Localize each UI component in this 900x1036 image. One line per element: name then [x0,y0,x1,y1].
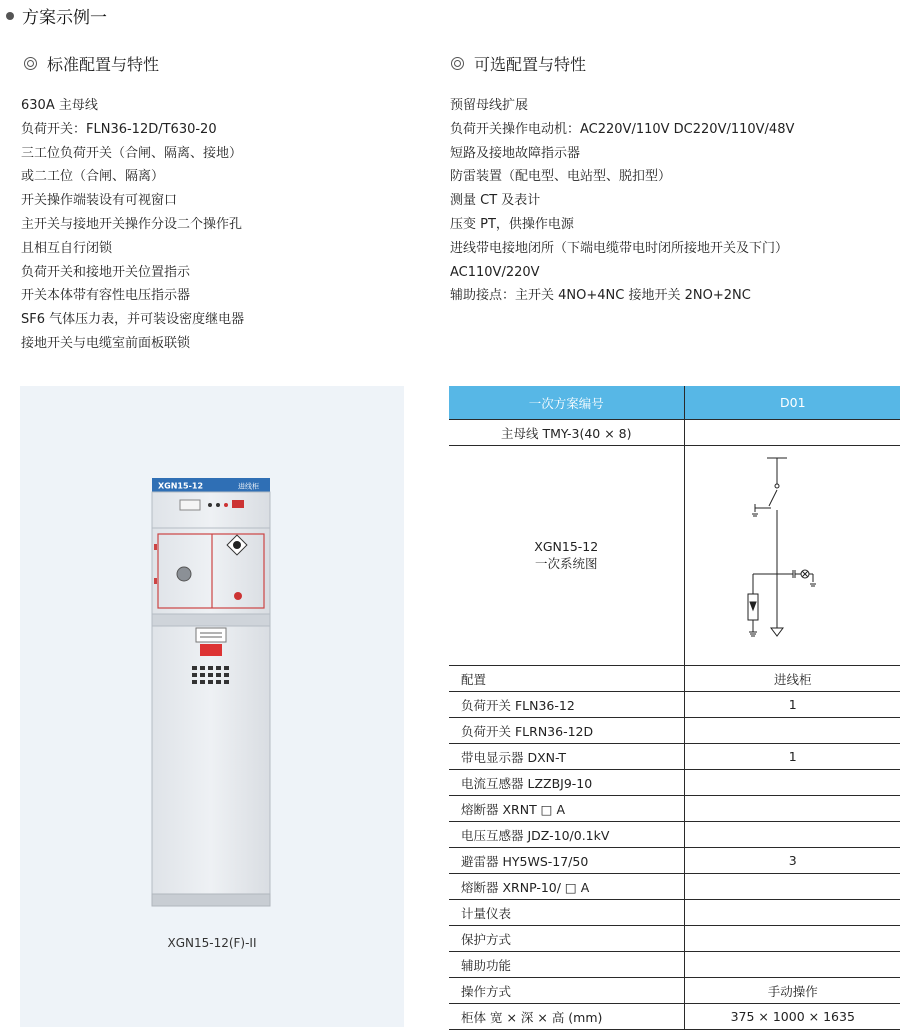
list-item: 负荷开关：FLN36-12D/T630-20 [21,121,217,137]
scheme-number-value: D01 [684,386,900,420]
cabinet-model-label: XGN15-12 [158,481,204,491]
pressure-gauge [177,567,191,581]
list-item: 开关操作端装设有可视窗口 [21,193,178,209]
list-item: 预留母线扩展 [450,98,529,113]
switchgear-cabinet-image [150,478,274,908]
indicator-light [216,503,220,507]
cabinet-caption: XGN15-12(F)-II [167,936,257,950]
indicator-window [180,500,200,510]
table-row: 电流互感器 LZZBJ9-10 [449,770,900,796]
danger-label [200,644,222,656]
list-item: 防雷装置（配电型、电站型、脱扣型） [450,169,672,185]
config-value: 进线柜 [684,666,900,692]
list-item: 630A 主母线 [21,98,98,113]
diagram-row [449,446,900,666]
table-row: 操作方式 手动操作 [449,978,900,1004]
indicator-light [224,503,228,507]
table-row: 柜体 宽 × 深 × 高 (mm) 375 × 1000 × 1635 [449,1004,900,1030]
busbar-label: 主母线 TMY-3(40 × 8) [449,420,684,446]
warning-label [232,500,244,508]
table-row [449,420,900,446]
standard-heading: 标准配置与特性 [24,52,159,75]
table-row: 保护方式 [449,926,900,952]
table-row [449,666,900,692]
list-item: 压变 PT，供操作电源 [450,216,574,232]
list-item: 短路及接地故障指示器 [450,145,581,161]
config-label: 配置 [449,666,684,692]
bullet-icon [6,12,14,20]
table-row: 辅助功能 [449,952,900,978]
optional-features-list [450,94,794,308]
indicator-light [208,503,212,507]
operating-hole [234,592,242,600]
diagram-label: XGN15-12 一次系统图 [449,446,684,666]
page-title-text: 方案示例一 [22,8,107,28]
list-item: SF6 气体压力表，并可装设密度继电器 [21,312,245,328]
scheme-spec-table [449,386,900,1030]
list-item: 主开关与接地开关操作分设二个操作孔 [21,216,243,232]
list-item: 辅助接点：主开关 4NO+4NC 接地开关 2NO+2NC [450,288,751,304]
circle-bullet-icon [24,57,37,70]
list-item: 开关本体带有容性电压指示器 [21,288,191,304]
circle-bullet-icon [451,57,464,70]
list-item: AC110V/220V [450,264,540,280]
table-row: 负荷开关 FLRN36-12D [449,718,900,744]
cabinet-type-label: 进线柜 [238,482,259,491]
table-row: 负荷开关 FLN36-12 1 [449,692,900,718]
list-item: 三工位负荷开关（合闸、隔离、接地） [21,145,243,161]
list-item: 且相互自行闭锁 [21,240,113,256]
table-row: 熔断器 XRNT □ A [449,796,900,822]
table-row: 避雷器 HY5WS-17/50 3 [449,848,900,874]
single-line-diagram [743,454,843,654]
list-item: 进线带电接地闭所（下端电缆带电时闭所接地开关及下门） [450,240,789,256]
table-row: 带电显示器 DXN-T 1 [449,744,900,770]
list-item: 负荷开关操作电动机：AC220V/110V DC220V/110V/48V [450,121,795,137]
standard-features-list [21,94,244,356]
scheme-number-label: 一次方案编号 [449,386,684,420]
table-row: 熔断器 XRNP-10/ □ A [449,874,900,900]
list-item: 负荷开关和接地开关位置指示 [21,264,191,280]
table-header-row [449,386,900,420]
optional-heading: 可选配置与特性 [451,52,586,75]
list-item: 或二工位（合闸、隔离） [21,169,165,185]
table-row: 计量仪表 [449,900,900,926]
list-item: 测量 CT 及表计 [450,193,541,209]
nameplate [196,628,226,642]
list-item: 接地开关与电缆室前面板联锁 [21,335,191,351]
table-row: 电压互感器 JDZ-10/0.1kV [449,822,900,848]
page-title [6,3,107,28]
